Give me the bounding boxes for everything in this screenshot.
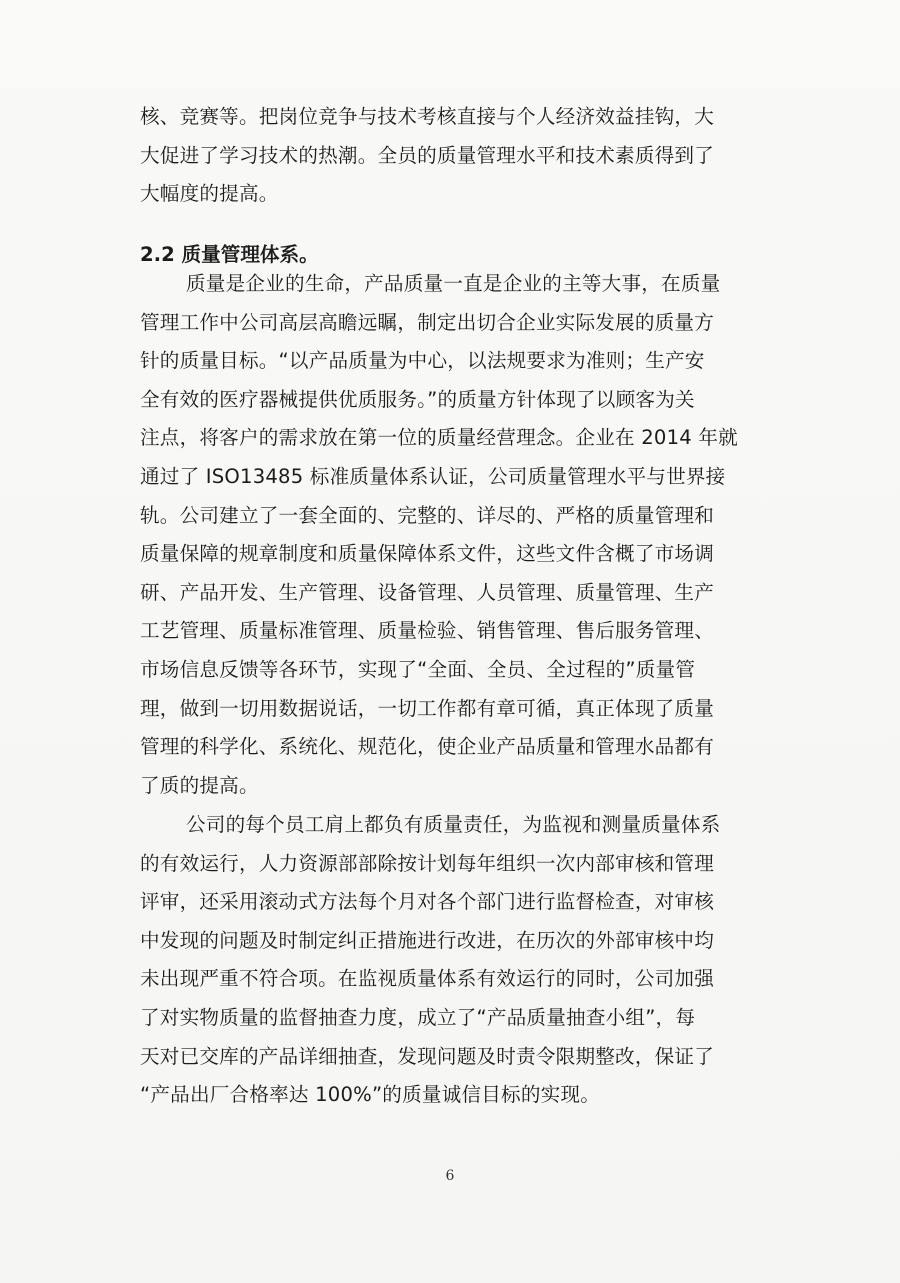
paragraph-quality-policy xyxy=(140,265,785,805)
text-line: 轨。公司建立了一套全面的、完整的、详尽的、严格的质量管理和 xyxy=(140,503,715,527)
text-line: 大幅度的提高。 xyxy=(140,182,279,206)
text-line: 工艺管理、质量标准管理、质量检验、销售管理、售后服务管理、 xyxy=(140,619,715,643)
text-line: 管理的科学化、系统化、规范化，使企业产品质量和管理水品都有 xyxy=(140,735,715,759)
text-line: 管理工作中公司高层高瞻远瞩，制定出切合企业实际发展的质量方 xyxy=(140,310,715,334)
paragraph-quality-responsibility xyxy=(140,806,785,1115)
text-line: 未出现严重不符合项。在监视质量体系有效运行的同时，公司加强 xyxy=(140,967,715,991)
text-line: 核、竞赛等。把岗位竞争与技术考核直接与个人经济效益挂钩，大 xyxy=(140,105,715,128)
text-line: 天对已交库的产品详细抽查，发现问题及时责令限期整改，保证了 xyxy=(140,1044,715,1068)
text-line: 针的质量目标。“以产品质量为中心，以法规要求为准则；生产安 xyxy=(140,349,705,373)
text-line: 了对实物质量的监督抽查力度，成立了“产品质量抽查小组”，每 xyxy=(140,1005,696,1029)
text-line: 大促进了学习技术的热潮。全员的质量管理水平和技术素质得到了 xyxy=(140,143,715,167)
text-line: 市场信息反馈等各环节，实现了“全面、全员、全过程的”质量管 xyxy=(140,657,696,681)
text-line: “产品出厂合格率达 100%”的质量诚信目标的实现。 xyxy=(140,1083,601,1107)
text-line: 评审，还采用滚动式方法每个月对各个部门进行监督检查，对审核 xyxy=(140,890,715,914)
text-line: 中发现的问题及时制定纠正措施进行改进，在历次的外部审核中均 xyxy=(140,928,715,952)
text-line: 全有效的医疗器械提供优质服务。”的质量方针体现了以顾客为关 xyxy=(140,387,695,411)
text-line: 质量保障的规章制度和质量保障体系文件，这些文件含概了市场调 xyxy=(140,542,715,566)
text-line: 公司的每个员工肩上都负有质量责任，为监视和测量质量体系 xyxy=(186,813,721,836)
text-line: 了质的提高。 xyxy=(140,773,259,797)
text-line: 的有效运行，人力资源部部除按计划每年组织一次内部审核和管理 xyxy=(140,851,715,875)
text-line: 研、产品开发、生产管理、设备管理、人员管理、质量管理、生产 xyxy=(140,580,715,604)
text-line: 理，做到一切用数据说话，一切工作都有章可循，真正体现了质量 xyxy=(140,696,715,720)
text-line: 注点，将客户的需求放在第一位的质量经营理念。企业在 2014 年就 xyxy=(140,426,738,450)
page-number: 6 xyxy=(445,1168,455,1184)
section-heading: 2.2 质量管理体系。 xyxy=(140,243,319,266)
text-line: 通过了 ISO13485 标准质量体系认证，公司质量管理水平与世界接 xyxy=(140,464,726,488)
text-line: 质量是企业的生命，产品质量一直是企业的主等大事，在质量 xyxy=(186,272,721,295)
paragraph-continued xyxy=(140,98,785,214)
